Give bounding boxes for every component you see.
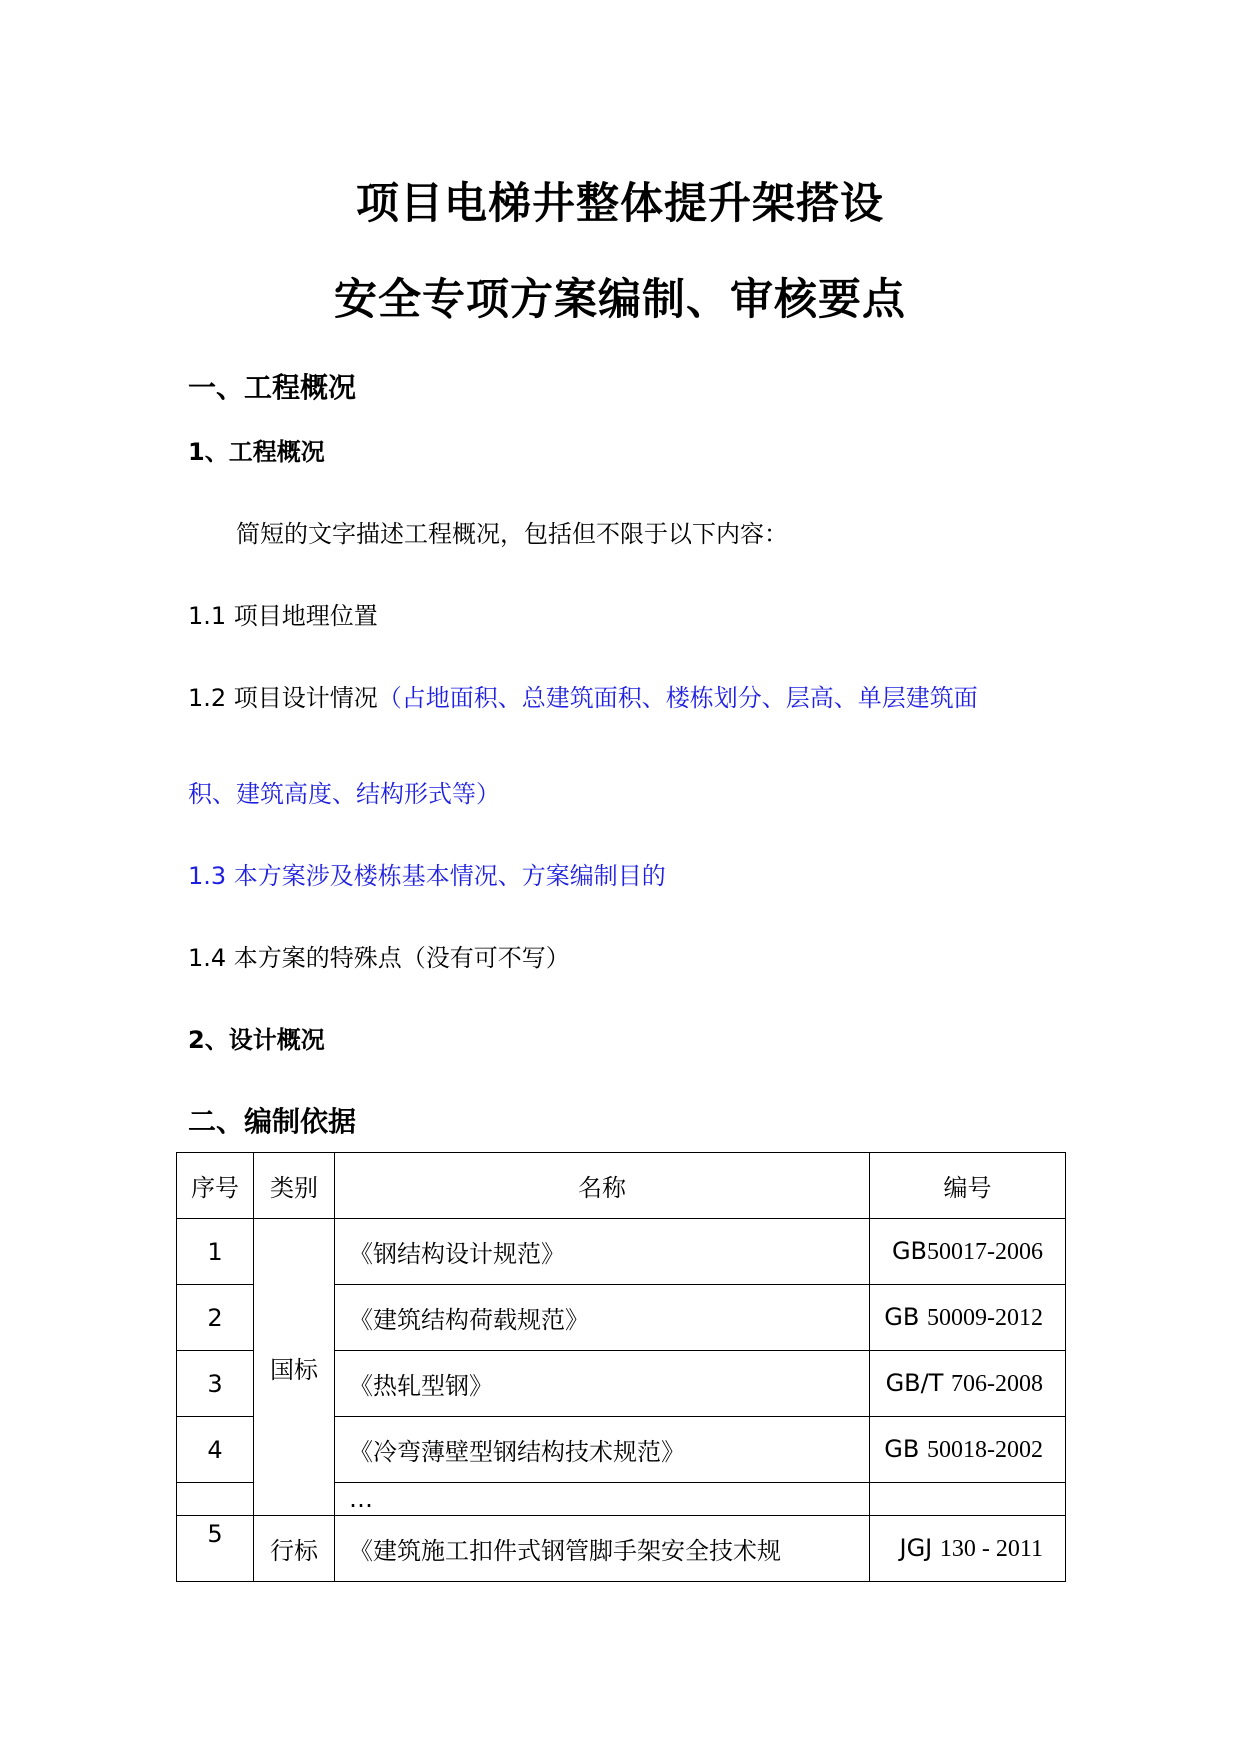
header-code: 编号: [870, 1153, 1066, 1219]
code-number: 50017-2006: [927, 1239, 1043, 1265]
category-national: 国标: [254, 1219, 335, 1516]
row-name: 《钢结构设计规范》: [335, 1219, 870, 1285]
subsection-heading-project: 1、工程概况: [188, 438, 325, 466]
row-code: [870, 1516, 1066, 1582]
code-prefix: GB: [884, 1303, 927, 1331]
row-no: 4: [177, 1417, 254, 1483]
row-no: 1: [177, 1219, 254, 1285]
item-1-2-details: （占地面积、总建筑面积、楼栋划分、层高、单层建筑面: [377, 684, 978, 712]
intro-paragraph: 简短的文字描述工程概况，包括但不限于以下内容：: [236, 520, 788, 548]
table-header-row: [177, 1153, 1066, 1219]
table-row: [177, 1516, 1066, 1582]
item-1-2-details-cont: 积、建筑高度、结构形式等）: [188, 780, 500, 808]
section-heading-basis: 二、编制依据: [188, 1105, 357, 1138]
item-1-1: 1.1 项目地理位置: [188, 602, 378, 630]
row-name: 《建筑施工扣件式钢管脚手架安全技术规: [335, 1516, 870, 1582]
subsection-heading-design: 2、设计概况: [188, 1026, 325, 1054]
header-no: 序号: [177, 1153, 254, 1219]
document-title-line2: 安全专项方案编制、审核要点: [334, 275, 906, 325]
code-number: 706-2008: [951, 1371, 1043, 1397]
row-name: 《冷弯薄壁型钢结构技术规范》: [335, 1417, 870, 1483]
row-code: [870, 1285, 1066, 1351]
code-prefix: GB: [891, 1237, 927, 1265]
row-code: [870, 1219, 1066, 1285]
row-name-ellipsis: …: [335, 1483, 870, 1516]
row-name: 《热轧型钢》: [335, 1351, 870, 1417]
header-category: 类别: [254, 1153, 335, 1219]
document-title-line1: 项目电梯井整体提升架搭设: [356, 179, 884, 229]
code-prefix: JGJ: [899, 1534, 940, 1562]
row-code: [870, 1417, 1066, 1483]
row-name: 《建筑结构荷载规范》: [335, 1285, 870, 1351]
code-number: 50009-2012: [927, 1305, 1043, 1331]
reference-standards-table: [176, 1152, 1066, 1582]
item-1-4: 1.4 本方案的特殊点（没有可不写）: [188, 944, 570, 972]
code-prefix: GB/T: [885, 1369, 951, 1397]
row-no: [177, 1483, 254, 1516]
header-name: 名称: [335, 1153, 870, 1219]
row-no: 5: [177, 1516, 254, 1582]
item-1-2: [188, 678, 978, 713]
item-1-2-label: 1.2 项目设计情况: [188, 684, 378, 712]
item-1-3: 1.3 本方案涉及楼栋基本情况、方案编制目的: [188, 862, 666, 890]
code-number: 130 - 2011: [939, 1536, 1043, 1562]
code-number: 50018-2002: [927, 1437, 1043, 1463]
category-industry: 行标: [254, 1516, 335, 1582]
row-code: [870, 1483, 1066, 1516]
row-code: [870, 1351, 1066, 1417]
row-no: 3: [177, 1351, 254, 1417]
code-prefix: GB: [884, 1435, 927, 1463]
table-row: [177, 1219, 1066, 1285]
section-heading-overview: 一、工程概况: [188, 371, 357, 404]
row-no: 2: [177, 1285, 254, 1351]
